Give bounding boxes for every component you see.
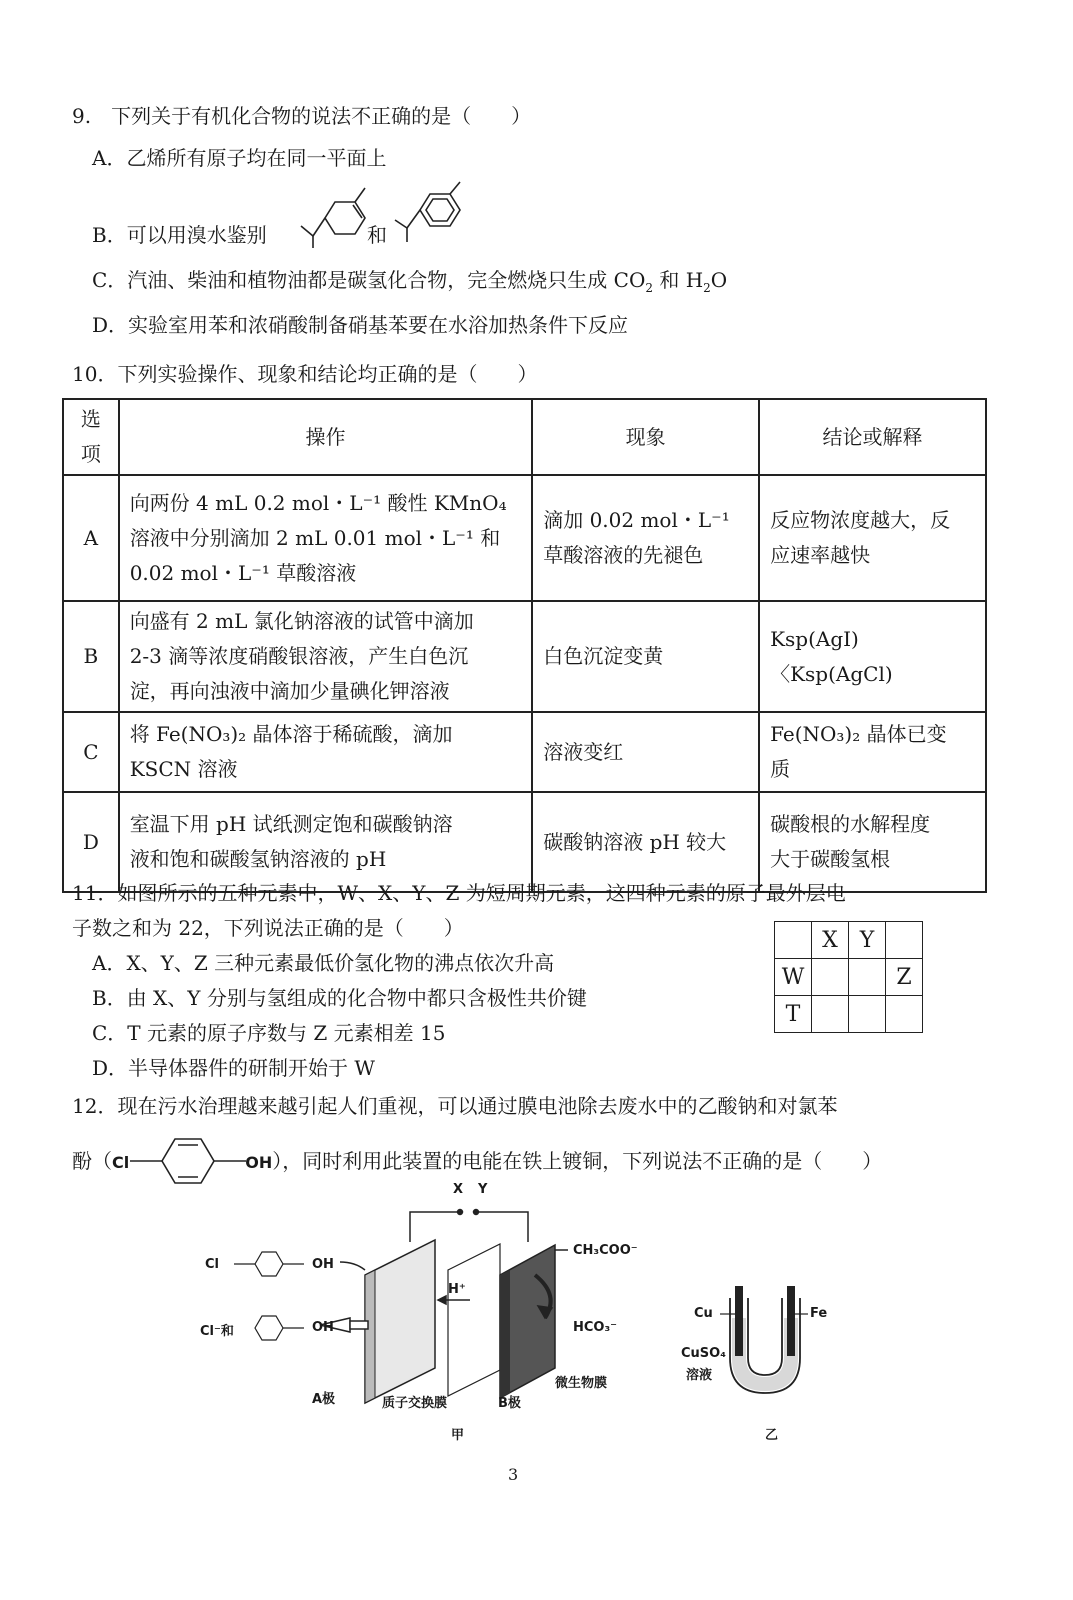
chlorophenol-rings (234, 1252, 304, 1340)
label-hco3: HCO₃⁻ (573, 1320, 618, 1335)
grid-cell: Y (849, 922, 886, 959)
u-tube-diagram (690, 1278, 840, 1408)
q11-option-d: D．半导体器件的研制开始于 W (92, 1056, 375, 1080)
label-membrane: 质子交换膜 (382, 1396, 448, 1411)
q9-option-d: D．实验室用苯和浓硝酸制备硝基苯要在水浴加热条件下反应 (92, 313, 629, 337)
q11-option-a: A．X、Y、Z 三种元素最低价氢化物的沸点依次升高 (92, 951, 555, 975)
q9-stem: 9. 下列关于有机化合物的说法不正确的是（ ） (72, 104, 532, 128)
row-option: D (63, 792, 119, 892)
row-conclusion-line: 大于碳酸氢根 (770, 847, 891, 871)
label-cl-top: Cl (205, 1257, 219, 1272)
table-header-row (63, 399, 986, 475)
co2-subscript: 2 (645, 281, 653, 295)
table-row (63, 601, 986, 712)
q12-stem-tail: ），同时利用此装置的电能在铁上镀铜，下列说法不正确的是（ ） (272, 1149, 883, 1173)
row-operation (119, 712, 533, 792)
q11-option-c: C．T 元素的原子序数与 Z 元素相差 15 (92, 1021, 446, 1045)
q12-stem-prefix: 酚（ (72, 1149, 112, 1173)
q11-stem-line2: 子数之和为 22，下列说法正确的是（ ） (72, 916, 464, 940)
row-phenomenon-line: 滴加 0.02 mol・L⁻¹ (543, 508, 730, 532)
label-x: X (453, 1182, 464, 1197)
row-operation-line: 溶液中分别滴加 2 mL 0.01 mol・L⁻¹ 和 (129, 525, 501, 550)
row-phenomenon-line: 溶液变红 (543, 739, 624, 764)
table-row (63, 792, 986, 892)
row-conclusion-line: 碳酸根的水解程度 (770, 812, 931, 836)
row-operation (119, 475, 533, 601)
label-cu: Cu (694, 1306, 713, 1321)
label-oh-top: OH (312, 1257, 334, 1272)
row-conclusion-line: 〈Ksp(AgCl) (770, 661, 893, 686)
grid-cell (886, 922, 923, 959)
proton-exchange-membrane (448, 1244, 500, 1396)
row-phenomenon (532, 601, 759, 712)
row-operation-line: 向盛有 2 mL 氯化钠溶液的试管中滴加 (129, 609, 474, 633)
grid-cell: T (775, 996, 812, 1033)
header-operation: 操作 (119, 399, 533, 475)
row-operation-line: 淀，再向浊液中滴加少量碘化钾溶液 (129, 679, 450, 703)
row-operation-line: 2-3 滴等浓度硝酸银溶液，产生白色沉 (129, 644, 469, 668)
cyclohexene-structure (301, 188, 365, 248)
q9-option-c-text: C．汽油、柴油和植物油都是碳氢化合物，完全燃烧只生成 CO (92, 268, 646, 292)
header-phenomenon: 现象 (532, 399, 759, 475)
q12-stem-line1: 12．现在污水治理越来越引起人们重视，可以通过膜电池除去废水中的乙酸钠和对氯苯 (72, 1094, 838, 1118)
label-y: Y (478, 1182, 488, 1197)
grid-row (775, 959, 923, 996)
grid-cell (812, 996, 849, 1033)
label-microbe: 微生物膜 (555, 1376, 608, 1391)
row-option: B (63, 601, 119, 712)
row-operation (119, 792, 533, 892)
grid-cell (775, 922, 812, 959)
q10-table (62, 398, 987, 893)
row-operation-line: 向两份 4 mL 0.2 mol・L⁻¹ 酸性 KMnO₄ (129, 490, 507, 515)
a-electrode (365, 1240, 435, 1403)
label-a-pole: A极 (312, 1392, 336, 1407)
label-solution: 溶液 (686, 1368, 713, 1383)
row-operation-line: 将 Fe(NO₃)₂ 晶体溶于稀硫酸，滴加 (129, 722, 453, 746)
grid-row (775, 922, 923, 959)
grid-cell (849, 959, 886, 996)
chlorophenol-oh: OH (245, 1153, 273, 1172)
row-phenomenon (532, 712, 759, 792)
row-phenomenon-line: 白色沉淀变黄 (543, 644, 664, 668)
q9-option-c-tail: O (710, 268, 728, 292)
header-conclusion: 结论或解释 (759, 399, 986, 475)
row-phenomenon-line: 碳酸钠溶液 pH 较大 (543, 829, 727, 854)
external-circuit (410, 1210, 528, 1243)
row-option: C (63, 712, 119, 792)
h2o-subscript: 2 (703, 281, 711, 295)
row-conclusion (759, 475, 986, 601)
row-conclusion-line: 应速率越快 (770, 543, 871, 567)
table-row (63, 712, 986, 792)
label-cuso4: CuSO₄ (681, 1346, 726, 1361)
label-oh-bottom: OH (312, 1320, 334, 1335)
row-operation (119, 601, 533, 712)
fe-electrode (787, 1286, 795, 1356)
row-conclusion-line: Fe(NO₃)₂ 晶体已变 (770, 722, 947, 746)
q9-structures (295, 180, 495, 250)
periodic-table-fragment (774, 921, 923, 1033)
q10-stem: 10．下列实验操作、现象和结论均正确的是（ ） (72, 362, 538, 386)
cu-electrode (735, 1286, 743, 1356)
row-operation-line: 0.02 mol・L⁻¹ 草酸溶液 (129, 560, 357, 585)
label-ch3coo: CH₃COO⁻ (573, 1243, 638, 1258)
grid-cell: W (775, 959, 812, 996)
label-b-pole: B极 (498, 1396, 521, 1411)
grid-cell (849, 996, 886, 1033)
q11-option-b: B．由 X、Y 分别与氢组成的化合物中都只含极性共价键 (92, 986, 587, 1010)
row-phenomenon (532, 475, 759, 601)
row-operation-line: 室温下用 pH 试纸测定饱和碳酸钠溶 (129, 812, 453, 836)
grid-cell (812, 959, 849, 996)
label-cl-ion: Cl⁻和 (200, 1324, 234, 1339)
label-jia: 甲 (451, 1428, 465, 1443)
label-yi: 乙 (765, 1428, 779, 1443)
header-option: 选项 (63, 399, 119, 475)
grid-row (775, 996, 923, 1033)
grid-cell (886, 996, 923, 1033)
b-electrode (500, 1245, 555, 1398)
q9-option-b-text: B．可以用溴水鉴别 (92, 223, 267, 247)
q9-option-b-and: 和 (367, 223, 387, 247)
q9-option-a: A．乙烯所有原子均在同一平面上 (92, 146, 387, 170)
q11-stem-line1: 11．如图所示的五种元素中，W、X、Y、Z 为短周期元素，这四种元素的原子最外层电 (72, 881, 846, 905)
q9-option-c (92, 267, 727, 301)
row-phenomenon (532, 792, 759, 892)
grid-cell: X (812, 922, 849, 959)
chlorophenol-cl: Cl (112, 1153, 130, 1172)
grid-cell: Z (886, 959, 923, 996)
row-operation-line: 液和饱和碳酸氢钠溶液的 pH (129, 847, 387, 871)
chlorophenol-structure (128, 1133, 258, 1189)
row-conclusion (759, 712, 986, 792)
label-h-plus: H⁺ (448, 1282, 466, 1297)
page-number: 3 (508, 1465, 519, 1484)
row-conclusion (759, 792, 986, 892)
row-option: A (63, 475, 119, 601)
row-conclusion-line: 反应物浓度越大，反 (770, 508, 951, 532)
q9-option-b (92, 222, 267, 248)
row-conclusion (759, 601, 986, 712)
row-conclusion-line: Ksp(AgI) (770, 626, 859, 651)
q9-option-c-and: 和 H (653, 268, 704, 292)
row-operation-line: KSCN 溶液 (129, 757, 238, 781)
row-phenomenon-line: 草酸溶液的先褪色 (543, 543, 704, 567)
table-row (63, 475, 986, 601)
row-conclusion-line: 质 (770, 757, 791, 781)
label-fe: Fe (810, 1306, 828, 1321)
p-cymene-structure (395, 182, 460, 242)
